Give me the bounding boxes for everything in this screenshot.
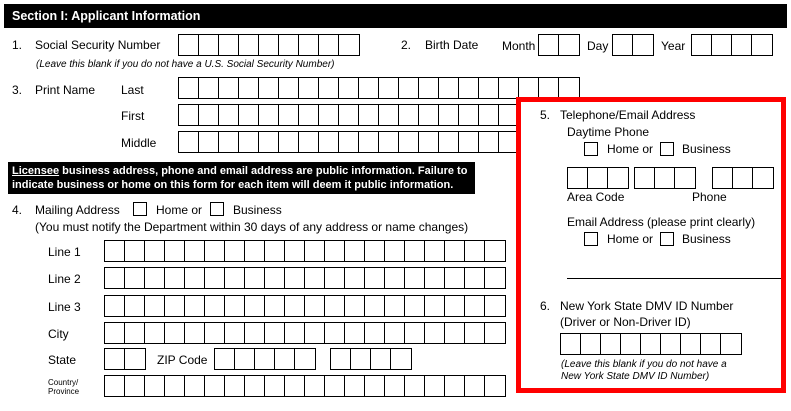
area-code-label: Area Code <box>567 190 625 204</box>
q5-number: 5. <box>540 108 551 122</box>
month-label: Month <box>502 39 536 53</box>
input-cell[interactable] <box>319 35 339 55</box>
input-cell[interactable] <box>405 241 425 261</box>
country-label-2: Province <box>48 387 80 396</box>
input-cell[interactable] <box>465 376 485 396</box>
q1-number: 1. <box>12 38 23 52</box>
input-cell[interactable] <box>339 105 359 125</box>
middle-name-field[interactable] <box>178 131 520 153</box>
input-cell[interactable] <box>345 241 365 261</box>
city-field[interactable] <box>104 322 506 344</box>
email-business-label: Business <box>682 232 731 246</box>
input-cell[interactable] <box>225 376 245 396</box>
input-cell[interactable] <box>285 268 305 288</box>
input-cell[interactable] <box>199 78 219 98</box>
input-cell[interactable] <box>285 376 305 396</box>
input-cell[interactable] <box>259 132 279 152</box>
last-name-label: Last <box>121 83 144 97</box>
input-cell[interactable] <box>185 323 205 343</box>
input-cell[interactable] <box>359 78 379 98</box>
input-cell[interactable] <box>539 78 559 98</box>
input-cell[interactable] <box>165 296 185 316</box>
q2-label: Birth Date <box>425 38 479 52</box>
input-cell[interactable] <box>305 268 325 288</box>
q6-hint-2: New York State DMV ID Number) <box>561 371 710 382</box>
q1-hint: (Leave this blank if you do not have a U.S. Social Security Number) <box>36 59 335 70</box>
input-cell[interactable] <box>265 241 285 261</box>
input-cell[interactable] <box>439 132 459 152</box>
input-cell[interactable] <box>419 105 439 125</box>
input-cell[interactable] <box>219 105 239 125</box>
input-cell[interactable] <box>732 35 752 55</box>
input-cell[interactable] <box>305 376 325 396</box>
input-cell[interactable] <box>125 349 145 369</box>
input-cell[interactable] <box>225 268 245 288</box>
input-cell[interactable] <box>365 296 385 316</box>
input-cell[interactable] <box>219 132 239 152</box>
input-cell[interactable] <box>219 78 239 98</box>
q1-label: Social Security Number <box>35 38 161 52</box>
input-cell[interactable] <box>405 296 425 316</box>
input-cell[interactable] <box>405 323 425 343</box>
input-cell[interactable] <box>345 323 365 343</box>
first-name-label: First <box>121 109 145 123</box>
input-cell[interactable] <box>305 241 325 261</box>
input-cell[interactable] <box>165 241 185 261</box>
input-cell[interactable] <box>425 268 445 288</box>
input-cell[interactable] <box>205 241 225 261</box>
input-cell[interactable] <box>295 349 315 369</box>
input-cell[interactable] <box>255 349 275 369</box>
input-cell[interactable] <box>465 268 485 288</box>
address-line1-field[interactable] <box>104 240 506 262</box>
input-cell[interactable] <box>165 376 185 396</box>
input-cell[interactable] <box>371 349 391 369</box>
input-cell[interactable] <box>205 323 225 343</box>
daytime-phone-label: Daytime Phone <box>567 125 650 139</box>
state-label: State <box>48 353 77 367</box>
input-cell[interactable] <box>479 78 499 98</box>
input-cell[interactable] <box>485 376 505 396</box>
first-name-field[interactable] <box>178 104 520 126</box>
input-cell[interactable] <box>239 78 259 98</box>
input-cell[interactable] <box>275 349 295 369</box>
input-cell[interactable] <box>339 78 359 98</box>
q6-sub: (Driver or Non-Driver ID) <box>560 315 691 329</box>
input-cell[interactable] <box>145 296 165 316</box>
input-cell[interactable] <box>279 132 299 152</box>
input-cell[interactable] <box>305 296 325 316</box>
input-cell[interactable] <box>365 268 385 288</box>
input-cell[interactable] <box>199 35 219 55</box>
q4-number: 4. <box>12 203 23 217</box>
input-cell[interactable] <box>105 349 125 369</box>
input-cell[interactable] <box>325 296 345 316</box>
input-cell[interactable] <box>379 132 399 152</box>
input-cell[interactable] <box>459 105 479 125</box>
input-cell[interactable] <box>319 105 339 125</box>
input-cell[interactable] <box>265 376 285 396</box>
input-cell[interactable] <box>339 35 359 55</box>
input-cell[interactable] <box>365 241 385 261</box>
input-cell[interactable] <box>179 105 199 125</box>
input-cell[interactable] <box>145 376 165 396</box>
input-cell[interactable] <box>419 132 439 152</box>
input-cell[interactable] <box>245 296 265 316</box>
input-cell[interactable] <box>259 78 279 98</box>
country-field[interactable] <box>104 375 506 397</box>
input-cell[interactable] <box>399 105 419 125</box>
input-cell[interactable] <box>215 349 235 369</box>
phone-business-label: Business <box>682 142 731 156</box>
input-cell[interactable] <box>279 105 299 125</box>
input-cell[interactable] <box>485 296 505 316</box>
input-cell[interactable] <box>279 78 299 98</box>
input-cell[interactable] <box>339 132 359 152</box>
input-cell[interactable] <box>305 323 325 343</box>
last-name-field[interactable] <box>178 77 580 99</box>
line1-label: Line 1 <box>48 245 81 259</box>
input-cell[interactable] <box>479 105 499 125</box>
year-label: Year <box>661 39 686 53</box>
input-cell[interactable] <box>179 35 199 55</box>
input-cell[interactable] <box>279 35 299 55</box>
input-cell[interactable] <box>185 296 205 316</box>
input-cell[interactable] <box>465 241 485 261</box>
q6-label: New York State DMV ID Number <box>560 299 734 313</box>
input-cell[interactable] <box>165 268 185 288</box>
input-cell[interactable] <box>319 78 339 98</box>
input-cell[interactable] <box>485 323 505 343</box>
input-cell[interactable] <box>331 349 351 369</box>
zip-field[interactable] <box>214 348 316 370</box>
input-cell[interactable] <box>325 376 345 396</box>
input-cell[interactable] <box>325 268 345 288</box>
q4-hint: (You must notify the Department within 30 days of any address or name changes) <box>35 220 469 234</box>
input-cell[interactable] <box>385 323 405 343</box>
input-cell[interactable] <box>145 241 165 261</box>
input-cell[interactable] <box>325 323 345 343</box>
state-field[interactable] <box>104 348 146 370</box>
input-cell[interactable] <box>712 35 732 55</box>
input-cell[interactable] <box>185 241 205 261</box>
input-cell[interactable] <box>559 78 579 98</box>
ssn-field[interactable] <box>178 34 360 56</box>
input-cell[interactable] <box>185 376 205 396</box>
input-cell[interactable] <box>385 241 405 261</box>
birth-day-field[interactable] <box>612 34 654 56</box>
q5-label: Telephone/Email Address <box>560 108 696 122</box>
input-cell[interactable] <box>399 132 419 152</box>
input-cell[interactable] <box>225 241 245 261</box>
input-cell[interactable] <box>205 268 225 288</box>
input-cell[interactable] <box>145 268 165 288</box>
input-cell[interactable] <box>185 268 205 288</box>
input-cell[interactable] <box>351 349 371 369</box>
input-cell[interactable] <box>245 241 265 261</box>
input-cell[interactable] <box>205 296 225 316</box>
input-cell[interactable] <box>225 296 245 316</box>
input-cell[interactable] <box>105 268 125 288</box>
input-cell[interactable] <box>299 105 319 125</box>
input-cell[interactable] <box>105 241 125 261</box>
input-cell[interactable] <box>325 241 345 261</box>
input-cell[interactable] <box>235 349 255 369</box>
input-cell[interactable] <box>405 376 425 396</box>
input-cell[interactable] <box>225 323 245 343</box>
input-cell[interactable] <box>245 376 265 396</box>
input-cell[interactable] <box>559 35 579 55</box>
input-cell[interactable] <box>105 296 125 316</box>
input-cell[interactable] <box>145 323 165 343</box>
input-cell[interactable] <box>425 296 445 316</box>
input-cell[interactable] <box>179 78 199 98</box>
q2-number: 2. <box>401 38 412 52</box>
input-cell[interactable] <box>391 349 411 369</box>
input-cell[interactable] <box>752 35 772 55</box>
input-cell[interactable] <box>345 376 365 396</box>
section-header: Section I: Applicant Information <box>4 4 787 28</box>
input-cell[interactable] <box>479 132 499 152</box>
q3-label: Print Name <box>35 83 96 97</box>
mailing-business-label: Business <box>233 203 282 217</box>
address-line3-field[interactable] <box>104 295 506 317</box>
input-cell[interactable] <box>539 35 559 55</box>
phone-label: Phone <box>692 190 727 204</box>
input-cell[interactable] <box>385 268 405 288</box>
birth-year-field[interactable] <box>691 34 773 56</box>
input-cell[interactable] <box>259 35 279 55</box>
input-cell[interactable] <box>319 132 339 152</box>
input-cell[interactable] <box>265 296 285 316</box>
input-cell[interactable] <box>445 268 465 288</box>
input-cell[interactable] <box>439 105 459 125</box>
input-cell[interactable] <box>425 376 445 396</box>
input-cell[interactable] <box>345 268 365 288</box>
input-cell[interactable] <box>199 105 219 125</box>
input-cell[interactable] <box>285 323 305 343</box>
email-home-label: Home or <box>607 232 654 246</box>
input-cell[interactable] <box>245 268 265 288</box>
address-line2-field[interactable] <box>104 267 506 289</box>
input-cell[interactable] <box>125 323 145 343</box>
country-label-1: Country/ <box>48 378 79 387</box>
q6-number: 6. <box>540 299 551 313</box>
input-cell[interactable] <box>379 105 399 125</box>
input-cell[interactable] <box>445 241 465 261</box>
input-cell[interactable] <box>285 296 305 316</box>
input-cell[interactable] <box>445 296 465 316</box>
notice-underlined-word: Licensee <box>12 165 60 177</box>
input-cell[interactable] <box>125 296 145 316</box>
input-cell[interactable] <box>239 35 259 55</box>
input-cell[interactable] <box>105 323 125 343</box>
input-cell[interactable] <box>125 376 145 396</box>
input-cell[interactable] <box>485 268 505 288</box>
input-cell[interactable] <box>613 35 633 55</box>
email-address-label: Email Address (please print clearly) <box>567 215 756 229</box>
input-cell[interactable] <box>245 323 265 343</box>
input-cell[interactable] <box>105 376 125 396</box>
input-cell[interactable] <box>445 376 465 396</box>
input-cell[interactable] <box>165 323 185 343</box>
input-cell[interactable] <box>385 296 405 316</box>
input-cell[interactable] <box>205 376 225 396</box>
input-cell[interactable] <box>265 323 285 343</box>
input-cell[interactable] <box>519 78 539 98</box>
day-label: Day <box>587 39 609 53</box>
input-cell[interactable] <box>239 132 259 152</box>
input-cell[interactable] <box>499 78 519 98</box>
q6-hint-1: (Leave this blank if you do not have a <box>561 359 727 370</box>
q3-number: 3. <box>12 83 23 97</box>
input-cell[interactable] <box>299 132 319 152</box>
zip-label: ZIP Code <box>157 353 208 367</box>
input-cell[interactable] <box>365 376 385 396</box>
input-cell[interactable] <box>465 296 485 316</box>
zip-ext-field[interactable] <box>330 348 412 370</box>
middle-name-label: Middle <box>121 136 157 150</box>
input-cell[interactable] <box>485 241 505 261</box>
input-cell[interactable] <box>425 241 445 261</box>
input-cell[interactable] <box>359 132 379 152</box>
input-cell[interactable] <box>299 35 319 55</box>
line2-label: Line 2 <box>48 272 81 286</box>
mailing-home-label: Home or <box>156 203 203 217</box>
input-cell[interactable] <box>239 105 259 125</box>
input-cell[interactable] <box>359 105 379 125</box>
input-cell[interactable] <box>219 35 239 55</box>
input-cell[interactable] <box>265 268 285 288</box>
input-cell[interactable] <box>199 132 219 152</box>
public-info-notice <box>8 162 475 194</box>
input-cell[interactable] <box>633 35 653 55</box>
phone-home-label: Home or <box>607 142 654 156</box>
notice-text: business address, phone and email address are public information. Failure to indicate business or home on this form for each item will deem it public information. <box>12 165 468 191</box>
input-cell[interactable] <box>385 376 405 396</box>
input-cell[interactable] <box>445 323 465 343</box>
input-cell[interactable] <box>425 323 445 343</box>
input-cell[interactable] <box>259 105 279 125</box>
input-cell[interactable] <box>179 132 199 152</box>
q4-label: Mailing Address <box>35 203 120 217</box>
input-cell[interactable] <box>379 78 399 98</box>
input-cell[interactable] <box>365 323 385 343</box>
input-cell[interactable] <box>459 78 479 98</box>
birth-month-field[interactable] <box>538 34 580 56</box>
input-cell[interactable] <box>345 296 365 316</box>
input-cell[interactable] <box>459 132 479 152</box>
input-cell[interactable] <box>405 268 425 288</box>
mailing-home-checkbox[interactable] <box>133 202 147 216</box>
input-cell[interactable] <box>125 241 145 261</box>
input-cell[interactable] <box>439 78 459 98</box>
input-cell[interactable] <box>692 35 712 55</box>
input-cell[interactable] <box>399 78 419 98</box>
mailing-business-checkbox[interactable] <box>210 202 224 216</box>
line3-label: Line 3 <box>48 300 81 314</box>
city-label: City <box>48 327 69 341</box>
input-cell[interactable] <box>419 78 439 98</box>
input-cell[interactable] <box>125 268 145 288</box>
input-cell[interactable] <box>299 78 319 98</box>
input-cell[interactable] <box>465 323 485 343</box>
highlight-box <box>516 97 786 393</box>
input-cell[interactable] <box>285 241 305 261</box>
